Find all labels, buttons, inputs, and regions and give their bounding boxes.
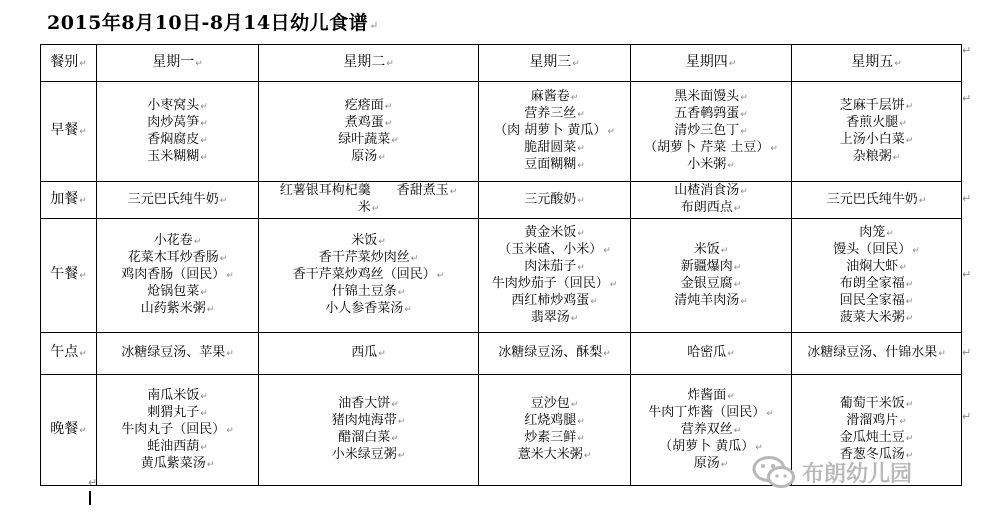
dish-line: 原汤 ↵: [261, 149, 476, 166]
menu-cell[interactable]: [792, 82, 962, 182]
menu-cell[interactable]: [631, 82, 792, 182]
meal-label-cell[interactable]: [41, 82, 97, 182]
dish-line: 南瓜米饭 ↵: [99, 388, 256, 405]
dish-line: 三元巴氏纯牛奶 ↵: [794, 192, 959, 209]
dish-line: 菠菜大米粥 ↵: [794, 310, 959, 327]
dish-line: 蚝油西葫 ↵: [99, 439, 256, 456]
paragraph-mark-icon: ↵: [369, 19, 379, 32]
dish-line: 三元酸奶 ↵: [481, 192, 628, 209]
dish-line: 上汤小白菜 ↵: [794, 132, 959, 149]
wechat-icon: [752, 455, 796, 489]
dish-line: （胡萝卜 芹菜 土豆） ↵: [633, 140, 789, 157]
menu-cell[interactable]: [631, 219, 792, 333]
dish-line: 营养双丝 ↵: [633, 422, 789, 439]
dish-line: 米 ↵: [261, 200, 476, 217]
dish-line: 冰糖绿豆汤、苹果 ↵: [99, 345, 256, 362]
dish-line: 金瓜炖土豆 ↵: [794, 430, 959, 447]
dish-line: 原汤 ↵: [633, 456, 789, 473]
dish-line: 香葱冬瓜汤 ↵: [794, 447, 959, 464]
day-header[interactable]: 星期一 ↵: [97, 45, 259, 82]
dish-line: 三元巴氏纯牛奶 ↵: [99, 192, 256, 209]
menu-cell[interactable]: [792, 219, 962, 333]
dish-line: （玉米碴、小米） ↵: [481, 242, 628, 259]
menu-table: [40, 44, 962, 486]
menu-cell[interactable]: [97, 182, 259, 219]
watermark-text: 布朗幼儿园: [802, 461, 913, 487]
paragraph-mark-icon: ↵: [962, 346, 972, 359]
dish-line: 炝锅包菜 ↵: [99, 284, 256, 301]
dish-line: 小米绿豆粥 ↵: [261, 447, 476, 464]
dish-line: 炸酱面 ↵: [633, 388, 789, 405]
dish-line: 肉笼 ↵: [794, 225, 959, 242]
paragraph-mark-icon: ↵: [962, 410, 972, 423]
dish-line: 牛肉丁炸酱（回民） ↵: [633, 405, 789, 422]
paragraph-mark-icon: ↵: [962, 192, 972, 205]
menu-cell[interactable]: [479, 182, 631, 219]
day-header[interactable]: 星期四 ↵: [631, 45, 792, 82]
dish-line: 黄瓜紫菜汤 ↵: [99, 456, 256, 473]
dish-line: 西红柿炒鸡蛋 ↵: [481, 293, 628, 310]
dish-line: 豆沙包 ↵: [481, 396, 628, 413]
dish-line: 牛肉丸子（回民） ↵: [99, 422, 256, 439]
dish-line: 黄金米饭 ↵: [481, 225, 628, 242]
header-row: [41, 45, 962, 82]
dish-line: 麻酱卷 ↵: [481, 89, 628, 106]
day-header[interactable]: 星期二 ↵: [259, 45, 479, 82]
menu-cell[interactable]: [259, 333, 479, 375]
meal-label-cell[interactable]: [41, 182, 97, 219]
dish-line: 煮鸡蛋 ↵: [261, 115, 476, 132]
dish-line: 滑溜鸡片 ↵: [794, 413, 959, 430]
dish-line: 绿叶蔬菜 ↵: [261, 132, 476, 149]
menu-cell[interactable]: [479, 219, 631, 333]
dish-line: 刺猬丸子 ↵: [99, 405, 256, 422]
menu-cell[interactable]: [259, 82, 479, 182]
menu-cell[interactable]: [97, 333, 259, 375]
dish-line: 布朗西点 ↵: [633, 200, 789, 217]
dish-line: 清炒三色丁 ↵: [633, 123, 789, 140]
meal-column-header[interactable]: 餐别 ↵: [41, 45, 97, 82]
meal-label: 午餐 ↵: [43, 267, 94, 284]
dish-line: 小人参香菜汤 ↵: [261, 301, 476, 318]
dish-line: 油香大饼 ↵: [261, 396, 476, 413]
dish-line: 肉炒莴笋 ↵: [99, 115, 256, 132]
dish-line: 醋溜白菜 ↵: [261, 430, 476, 447]
dish-line: 红薯银耳枸杞羹 香甜煮玉 ↵: [261, 183, 476, 200]
dish-line: 哈密瓜 ↵: [633, 345, 789, 362]
dish-line: 红烧鸡腿 ↵: [481, 413, 628, 430]
meal-row: [41, 219, 962, 333]
menu-table-body: [41, 45, 962, 486]
dish-line: 冰糖绿豆汤、酥梨 ↵: [481, 345, 628, 362]
menu-cell[interactable]: [259, 375, 479, 486]
dish-line: 香焖腐皮 ↵: [99, 132, 256, 149]
meal-label: 早餐 ↵: [43, 123, 94, 140]
dish-line: 玉米糊糊 ↵: [99, 149, 256, 166]
dish-line: 五香鹌鹑蛋 ↵: [633, 106, 789, 123]
dish-line: 鸡肉香肠（回民） ↵: [99, 267, 256, 284]
dish-line: 杂粮粥 ↵: [794, 149, 959, 166]
dish-line: 薏米大米粥 ↵: [481, 447, 628, 464]
dish-line: 回民全家福 ↵: [794, 293, 959, 310]
menu-cell[interactable]: [479, 82, 631, 182]
dish-line: 小花卷 ↵: [99, 233, 256, 250]
menu-cell[interactable]: [792, 333, 962, 375]
dish-line: 翡翠汤 ↵: [481, 310, 628, 327]
dish-line: 米饭 ↵: [633, 242, 789, 259]
day-header[interactable]: 星期五 ↵: [792, 45, 962, 82]
dish-line: 黑米面馒头 ↵: [633, 89, 789, 106]
paragraph-mark-icon: ↵: [962, 44, 972, 57]
dish-line: 肉沫茄子 ↵: [481, 259, 628, 276]
menu-cell[interactable]: [97, 219, 259, 333]
dish-line: 山药紫米粥 ↵: [99, 301, 256, 318]
meal-row: [41, 82, 962, 182]
dish-line: 山楂消食汤 ↵: [633, 183, 789, 200]
dish-line: 猪肉炖海带 ↵: [261, 413, 476, 430]
menu-cell[interactable]: [792, 182, 962, 219]
meal-row: [41, 333, 962, 375]
meal-label-cell[interactable]: [41, 219, 97, 333]
dish-line: 炒素三鲜 ↵: [481, 430, 628, 447]
dish-line: （肉 胡萝卜 黄瓜） ↵: [481, 123, 628, 140]
menu-cell[interactable]: [631, 182, 792, 219]
text-cursor: [89, 491, 91, 505]
dish-line: 馒头（回民） ↵: [794, 242, 959, 259]
menu-cell[interactable]: [97, 375, 259, 486]
meal-row: [41, 182, 962, 219]
meal-label: 加餐 ↵: [43, 192, 94, 209]
day-header[interactable]: 星期三 ↵: [479, 45, 631, 82]
dish-line: 葡萄干米饭 ↵: [794, 396, 959, 413]
dish-line: 脆甜圆菜 ↵: [481, 140, 628, 157]
paragraph-mark-icon: ↵: [962, 92, 972, 105]
watermark: [752, 455, 912, 489]
menu-cell[interactable]: [631, 333, 792, 375]
dish-line: 冰糖绿豆汤、什锦水果 ↵: [794, 345, 959, 362]
title-text: 2015年8月10日-8月14日幼儿食谱: [47, 12, 369, 34]
dish-line: 疙瘩面 ↵: [261, 98, 476, 115]
dish-line: 香煎火腿 ↵: [794, 115, 959, 132]
dish-line: 清炖羊肉汤 ↵: [633, 293, 789, 310]
dish-line: 豆面糊糊 ↵: [481, 157, 628, 174]
dish-line: 营养三丝 ↵: [481, 106, 628, 123]
meal-label: 午点 ↵: [43, 345, 94, 362]
meal-label: 晚餐 ↵: [43, 422, 94, 439]
dish-line: 小枣窝头 ↵: [99, 98, 256, 115]
paragraph-mark-icon: ↵: [88, 476, 98, 489]
dish-line: （胡萝卜 黄瓜） ↵: [633, 439, 789, 456]
dish-line: 香干芹菜炒肉丝 ↵: [261, 250, 476, 267]
menu-cell[interactable]: [479, 375, 631, 486]
dish-line: 香干芹菜炒鸡丝（回民） ↵: [261, 267, 476, 284]
menu-cell[interactable]: [259, 182, 479, 219]
paragraph-mark-icon: ↵: [962, 268, 972, 281]
dish-line: 西瓜 ↵: [261, 345, 476, 362]
dish-line: 金银豆腐 ↵: [633, 276, 789, 293]
dish-line: 米饭 ↵: [261, 233, 476, 250]
menu-cell[interactable]: [97, 82, 259, 182]
dish-line: 布朗全家福 ↵: [794, 276, 959, 293]
dish-line: 油焖大虾 ↵: [794, 259, 959, 276]
dish-line: 花菜木耳炒香肠 ↵: [99, 250, 256, 267]
dish-line: 新疆爆肉 ↵: [633, 259, 789, 276]
dish-line: 芝麻千层饼 ↵: [794, 98, 959, 115]
meal-label-cell[interactable]: [41, 333, 97, 375]
dish-line: 什锦土豆条 ↵: [261, 284, 476, 301]
dish-line: 牛肉炒茄子（回民） ↵: [481, 276, 628, 293]
document-title: [47, 8, 379, 35]
menu-cell[interactable]: [259, 219, 479, 333]
menu-cell[interactable]: [479, 333, 631, 375]
dish-line: 小米粥 ↵: [633, 157, 789, 174]
meal-label-cell[interactable]: [41, 375, 97, 486]
